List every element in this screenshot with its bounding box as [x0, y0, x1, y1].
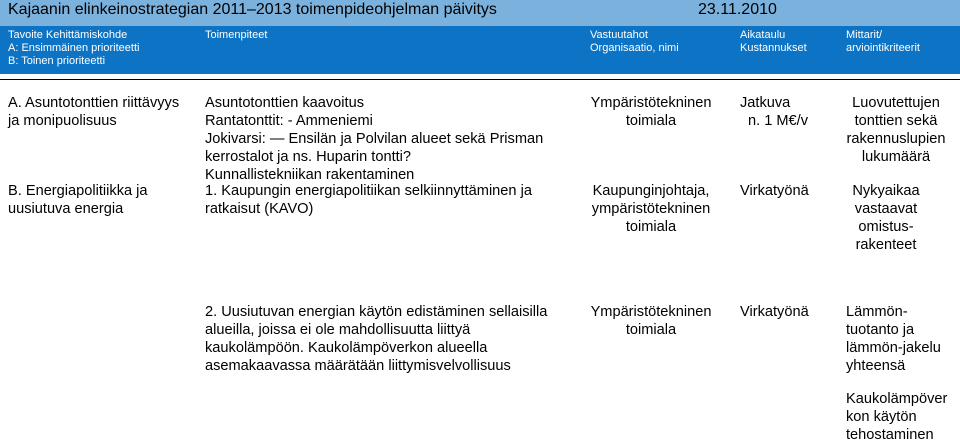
row2-responsible: Kaupunginjohtaja, ympäristötekninen toimiala	[591, 183, 711, 235]
goal-a: A. Asuntotonttien riittävyys ja monipuolisuus	[8, 95, 180, 129]
title-bar	[0, 0, 960, 26]
header-goal: Tavoite Kehittämiskohde A: Ensimmäinen prioriteetti B: Toinen prioriteetti	[8, 29, 140, 67]
header-metrics: Mittarit/ arviointikriteerit	[846, 29, 920, 54]
row1-metrics: Luovutettujen tonttien sekä rakennuslupien lukumäärä	[846, 95, 946, 165]
row1-responsible: Ympäristötekninen toimiala	[590, 95, 712, 129]
row2-metrics: Nykyaikaa vastaavat omistus- rakenteet	[852, 183, 920, 253]
header-schedule: Aikataulu Kustannukset	[740, 29, 807, 54]
row1-schedule: Jatkuva n. 1 M€/v	[740, 95, 809, 129]
row3-schedule: Virkatyönä	[740, 304, 809, 320]
goal-b: B. Energiapolitiikka ja uusiutuva energia	[8, 183, 148, 217]
extra-metric: Kaukolämpöver kon käytön tehostaminen	[846, 391, 948, 443]
row1-actions: Asuntotonttien kaavoitus Rantatonttit: - Ammeniemi Jokivarsi: — Ensilän ja Polvilan alueet sekä Prisman kerrostalot ja ns. Huparin tontti? Kunnallistekniikan rakentaminen	[205, 95, 544, 183]
document-title: Kajaanin elinkeinostrategian 2011–2013 toimenpideohjelman päivitys	[8, 1, 497, 18]
row3-metrics: Lämmön- tuotanto ja lämmön-jakelu yhteensä	[846, 304, 941, 374]
header-responsible: Vastuutahot Organisaatio, nimi	[590, 29, 679, 54]
row2-actions: 1. Kaupungin energiapolitiikan selkiinnyttäminen ja ratkaisut (KAVO)	[205, 183, 532, 217]
row2-schedule: Virkatyönä	[740, 183, 809, 199]
header-actions: Toimenpiteet	[205, 29, 268, 41]
document-date: 23.11.2010	[698, 1, 777, 18]
header-divider	[0, 79, 960, 80]
row3-actions: 2. Uusiutuvan energian käytön edistäminen sellaisilla alueilla, joissa ei ole mahdollisuutta liittyä kaukolämpöön. Kaukolämpöverkon alueella asemakaavassa määrätään liittymisvelvollisuus	[205, 304, 548, 374]
row3-responsible: Ympäristötekninen toimiala	[590, 304, 712, 338]
table-header	[0, 26, 960, 74]
